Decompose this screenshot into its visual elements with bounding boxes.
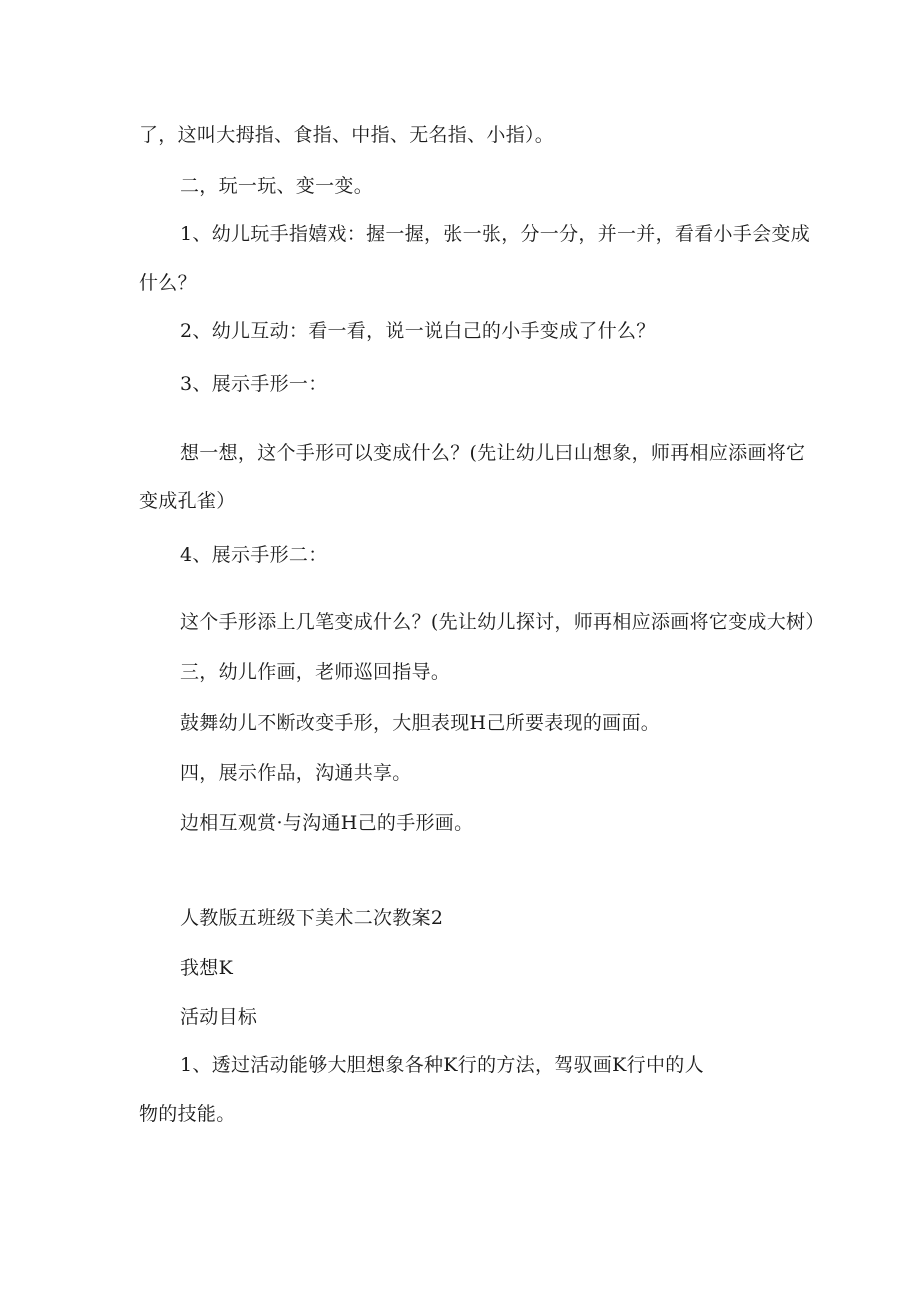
lesson-title: 我想K <box>180 957 234 979</box>
text-line: 1、幼儿玩手指嬉戏：握一握，张一张，分一分，并一并，看看小手会变成 <box>180 223 810 245</box>
text-line: 鼓舞幼儿不断改变手形，大胆表现H己所要表现的画面。 <box>180 712 661 734</box>
text-line: 这个手形添上几笔变成什么？(先让幼儿探讨，师再相应添画将它变成大树） <box>180 611 825 633</box>
text-line: 4、展示手形二： <box>180 544 328 566</box>
section-heading: 三，幼儿作画，老师巡回指导。 <box>180 661 451 683</box>
text-line: 什么？ <box>139 272 197 294</box>
text-line: 2、幼儿互动：看一看，说一说白己的小手变成了什么？ <box>180 320 656 342</box>
text-line: 1、透过活动能够大胆想象各种K行的方法，驾驭画K行中的人 <box>180 1054 704 1076</box>
text-line: 变成孔雀） <box>139 490 236 512</box>
text-line: 物的技能。 <box>139 1103 236 1125</box>
text-line: 想一想，这个手形可以变成什么？(先让幼儿曰山想象，师再相应添画将它 <box>180 442 806 464</box>
section-heading: 活动目标 <box>180 1006 258 1028</box>
section-heading: 二，玩一玩、变一变。 <box>180 175 374 197</box>
text-line: 了，这叫大拇指、食指、中指、无名指、小指）。 <box>139 124 555 146</box>
document-title: 人教版五班级下美术二次教案2 <box>180 907 444 929</box>
section-heading: 四，展示作品，沟通共享。 <box>180 762 412 784</box>
text-line: 3、展示手形一： <box>180 373 328 395</box>
text-line: 边相互观赏·与沟通H己的手形画。 <box>180 812 474 834</box>
